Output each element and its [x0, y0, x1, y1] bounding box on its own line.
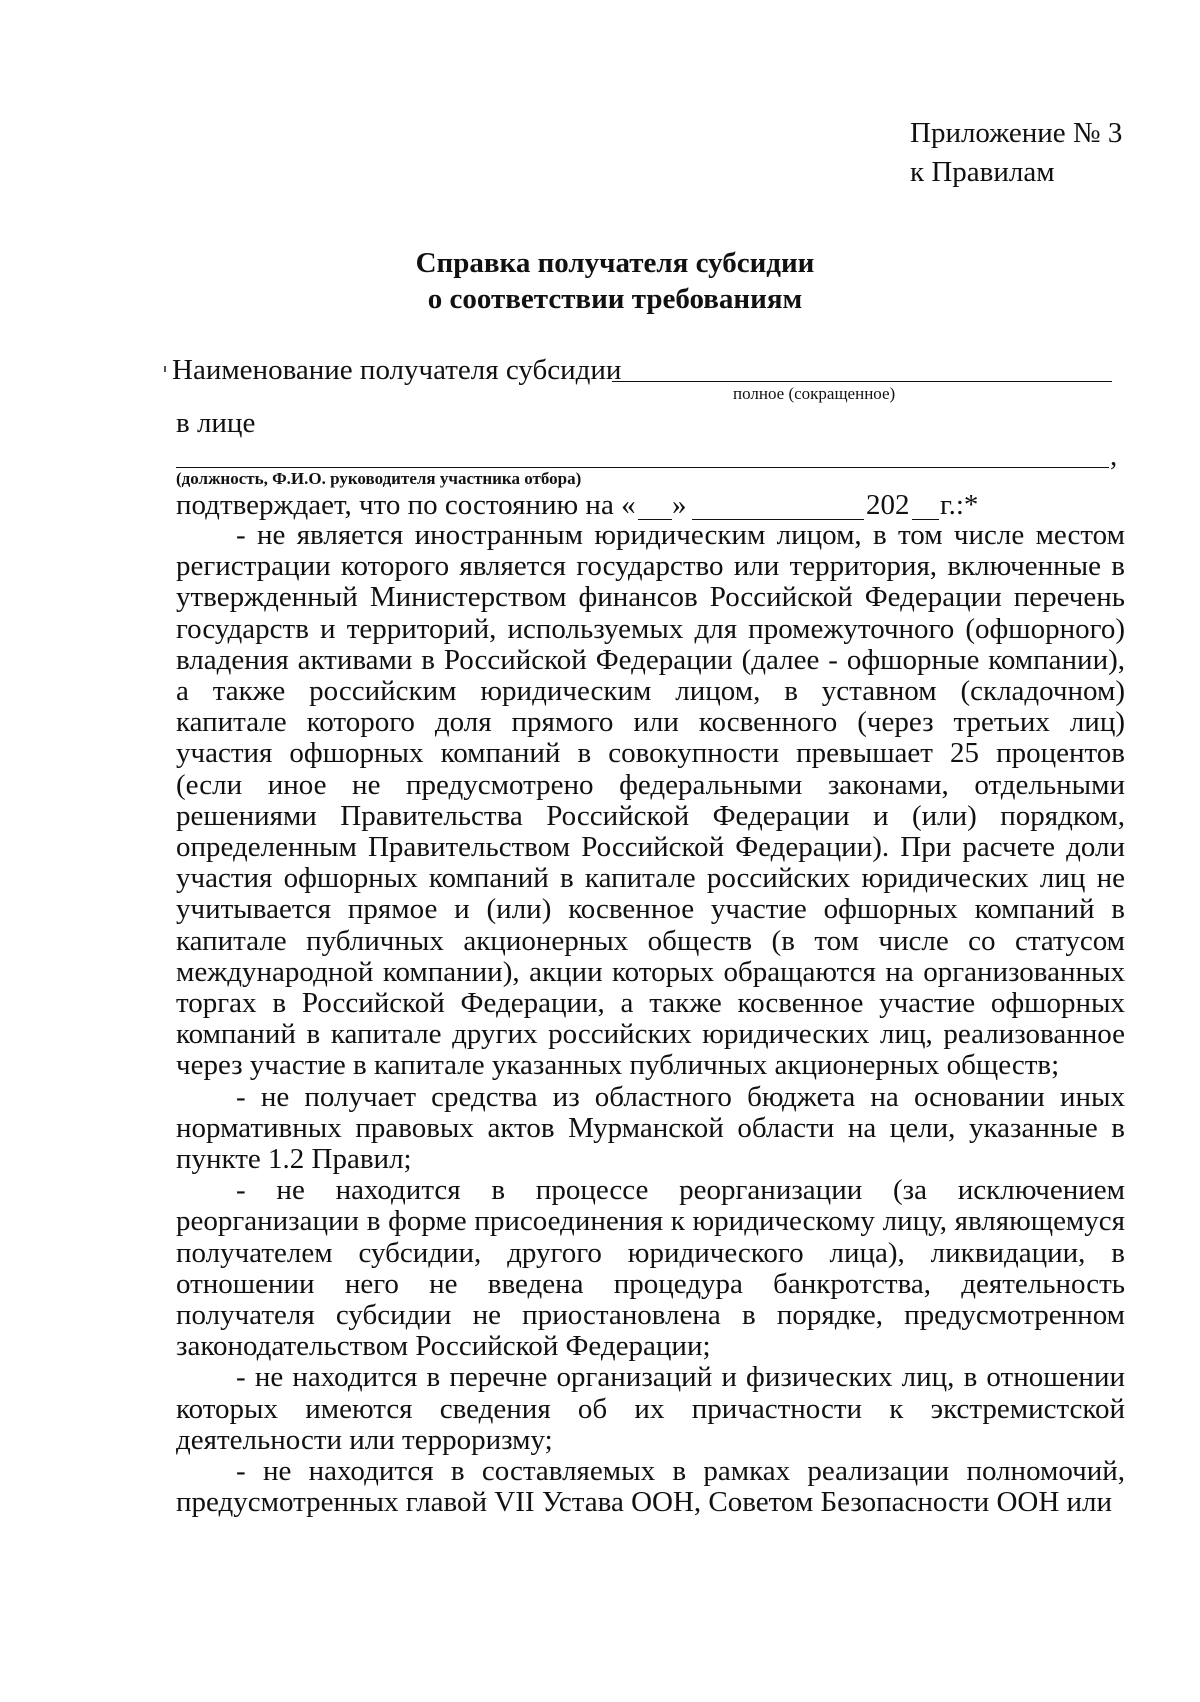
title-line-2: о соответствии требованиям	[427, 283, 803, 315]
representative-hint: (должность, Ф.И.О. руководителя участника отбора)	[176, 469, 582, 488]
appendix-rules-ref: к Правилам	[910, 156, 1055, 188]
requirements-text	[176, 520, 1125, 1519]
document-title	[0, 245, 1200, 317]
representative-label: в лице	[176, 407, 256, 439]
requirement-paragraph: - не является иностранным юридическим лицом, в том числе местом регистрации которого является государство или территория, включенные в утвержденный Министерством финансов Российской Федерации перечень государств и территорий, используемых для промежуточного (офшорного) владения активами в Российской Федерации (далее - офшорные компании), а также российским юридическим лицом, в уставном (складочном) капитале которого доля прямого или косвенного (через третьих лиц) участия офшорных компаний в совокупности превышает 25 процентов (если иное не предусмотрено федеральными законами, отдельными решениями Правительства Российской Федерации и (или) порядком, определенным Правительством Российской Федерации). При расчете доли участия офшорных компаний в капитале российских юридических лиц не учитывается прямое и (или) косвенное участие офшорных компаний в капитале публичных акционерных обществ (в том числе со статусом международной компании), акции которых обращаются на организованных торгах в Российской Федерации, а также косвенное участие офшорных компаний в капитале других российских юридических лиц, реализованное через участие в капитале указанных публичных акционерных обществ;	[176, 519, 1125, 1082]
requirement-paragraph: - не находится в перечне организаций и физических лиц, в отношении которых имеются сведения об их причастности к экстремистской деятельности или терроризму;	[176, 1361, 1125, 1456]
confirm-suffix: г.:*	[940, 489, 979, 521]
recipient-name-hint: полное (сокращенное)	[733, 384, 896, 403]
requirement-paragraph: - не получает средства из областного бюджета на основании иных нормативных правовых актов Мурманской области на цели, указанные в пункте 1.2 Правил;	[176, 1080, 1125, 1176]
confirm-prefix: подтверждает, что по состоянию на «	[176, 489, 636, 521]
requirement-paragraph: - не находится в составляемых в рамках реализации полномочий, предусмотренных главой VII Устава ООН, Советом Безопасности ООН или	[176, 1455, 1125, 1519]
scan-mark	[164, 366, 166, 372]
appendix-reference	[910, 114, 1122, 192]
confirm-quote-close: »	[672, 489, 687, 521]
representative-trailing-comma: ,	[1110, 440, 1118, 472]
recipient-name-label: Наименование получателя субсидии	[172, 354, 622, 386]
confirm-year-prefix: 202	[866, 489, 910, 521]
requirement-paragraph: - не находится в процессе реорганизации (за исключением реорганизации в форме присоединения к юридическому лицу, являющемуся получателем субсидии, другого юридического лица), ликвидации, в отношении него не введена процедура банкротства, деятельность получателя субсидии не приостановлена в порядке, предусмотренном законодательством Российской Федерации;	[176, 1174, 1125, 1363]
representative-blank-line	[176, 467, 1109, 468]
recipient-name-blank-line	[612, 381, 1112, 382]
appendix-number: Приложение № 3	[910, 117, 1123, 149]
title-line-1: Справка получателя субсидии	[415, 247, 815, 279]
